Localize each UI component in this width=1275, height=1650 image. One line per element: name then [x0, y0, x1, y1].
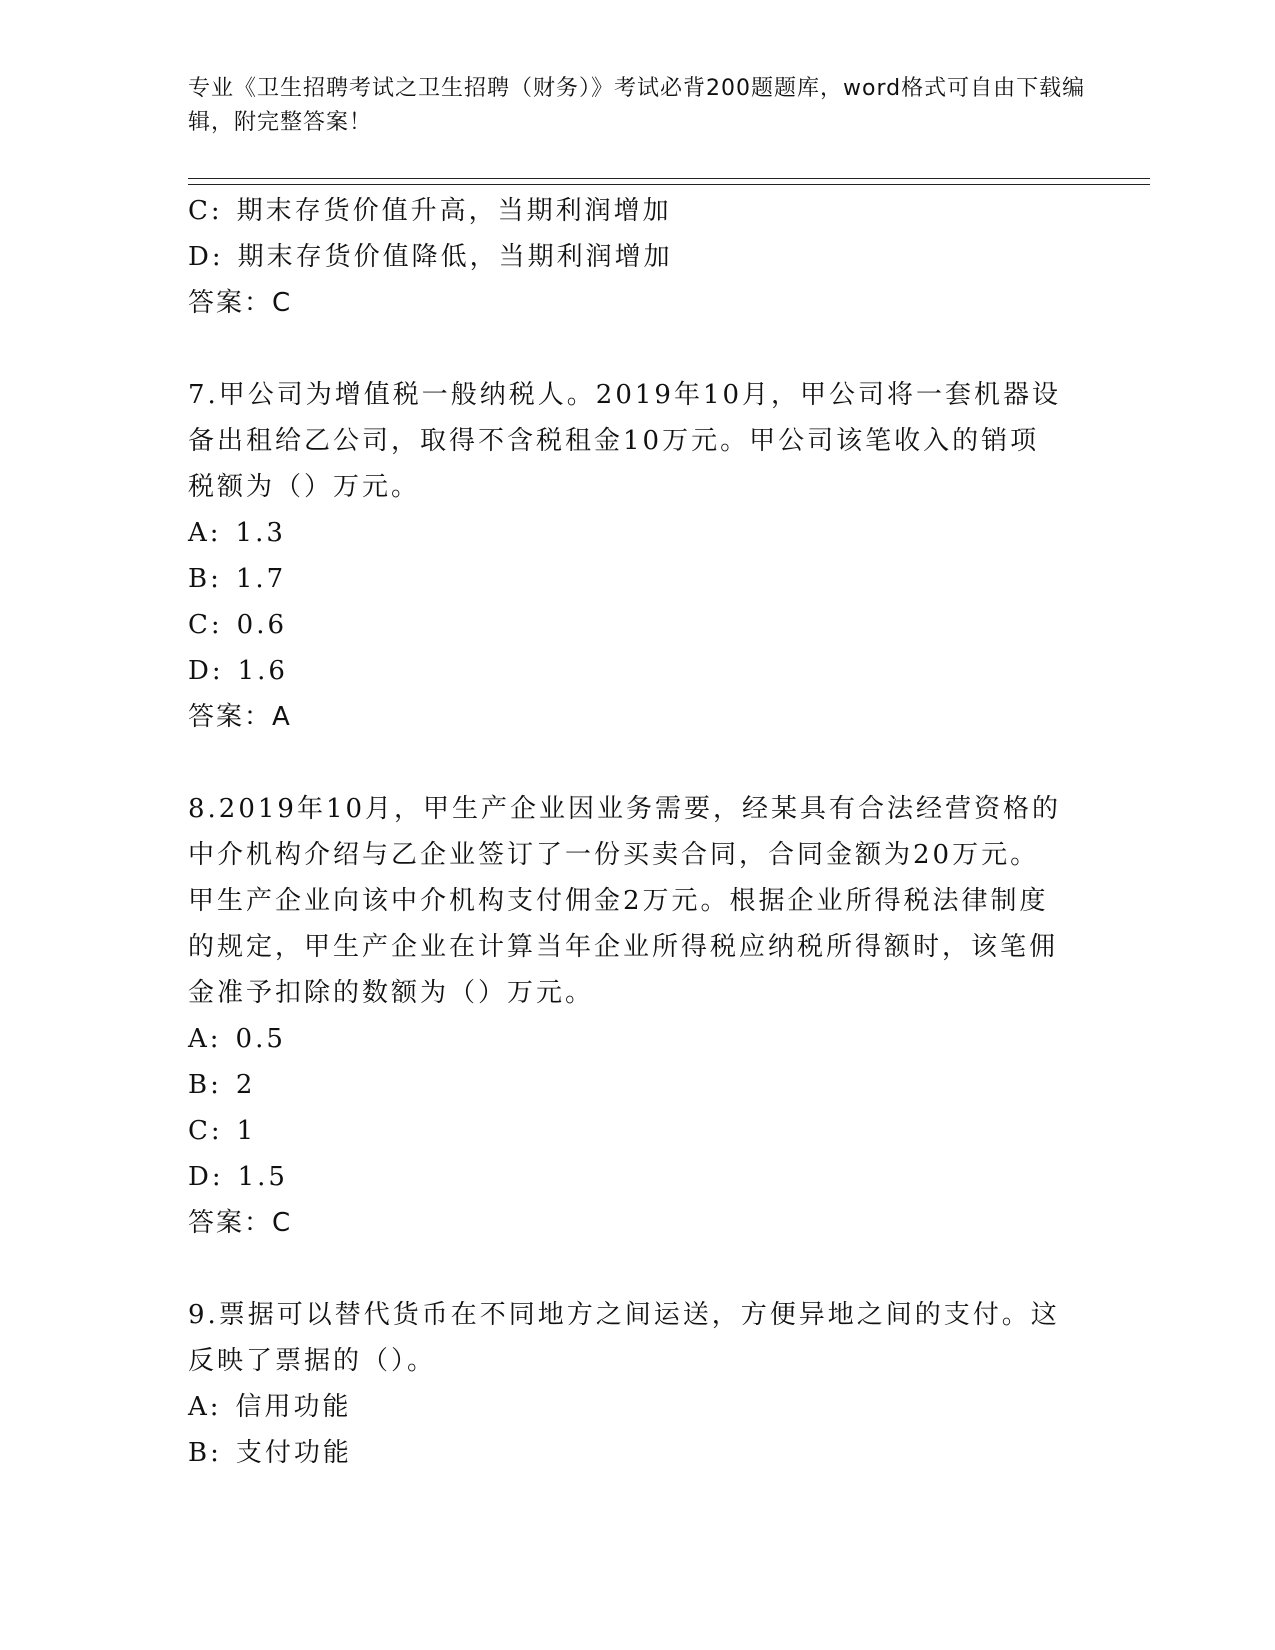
question-stem: 7.甲公司为增值税一般纳税人。2019年10月，甲公司将一套机器设备出租给乙公司，取得不含税租金10万元。甲公司该笔收入的销项税额为（）万元。 — [188, 380, 1062, 502]
option-d: D: 期末存货价值降低，当期利润增加 — [188, 242, 673, 272]
option-b: B: 2 — [188, 1070, 256, 1100]
option-a: A: 信用功能 — [188, 1392, 352, 1422]
question-fragment — [188, 188, 1088, 326]
answer-line: 答案：A — [188, 702, 292, 732]
option-b: B: 1.7 — [188, 564, 287, 594]
answer-line: 答案：C — [188, 1208, 293, 1238]
option-c: C: 0.6 — [188, 610, 288, 640]
option-d: D: 1.5 — [188, 1162, 288, 1192]
document-body — [188, 188, 1088, 1476]
question-8 — [188, 786, 1088, 1246]
option-b: B: 支付功能 — [188, 1438, 352, 1468]
question-9 — [188, 1292, 1088, 1476]
option-d: D: 1.6 — [188, 656, 288, 686]
option-c: C: 1 — [188, 1116, 257, 1146]
option-a: A: 1.3 — [188, 518, 286, 548]
option-c: C: 期末存货价值升高，当期利润增加 — [188, 196, 672, 226]
question-stem: 8.2019年10月，甲生产企业因业务需要，经某具有合法经营资格的中介机构介绍与乙企业签订了一份买卖合同，合同金额为20万元。甲生产企业向该中介机构支付佣金2万元。根据企业所得税法律制度的规定，甲生产企业在计算当年企业所得税应纳税所得额时，该笔佣金准予扣除的数额为（）万元。 — [188, 794, 1062, 1008]
question-stem: 9.票据可以替代货币在不同地方之间运送，方便异地之间的支付。这反映了票据的（）。 — [188, 1300, 1060, 1376]
option-a: A: 0.5 — [188, 1024, 286, 1054]
document-header — [188, 72, 1088, 140]
header-divider — [188, 178, 1150, 185]
question-7 — [188, 372, 1088, 740]
header-title: 专业《卫生招聘考试之卫生招聘（财务）》考试必背200题题库，word格式可自由下载编辑，附完整答案！ — [188, 76, 1086, 135]
answer-line: 答案：C — [188, 288, 293, 318]
